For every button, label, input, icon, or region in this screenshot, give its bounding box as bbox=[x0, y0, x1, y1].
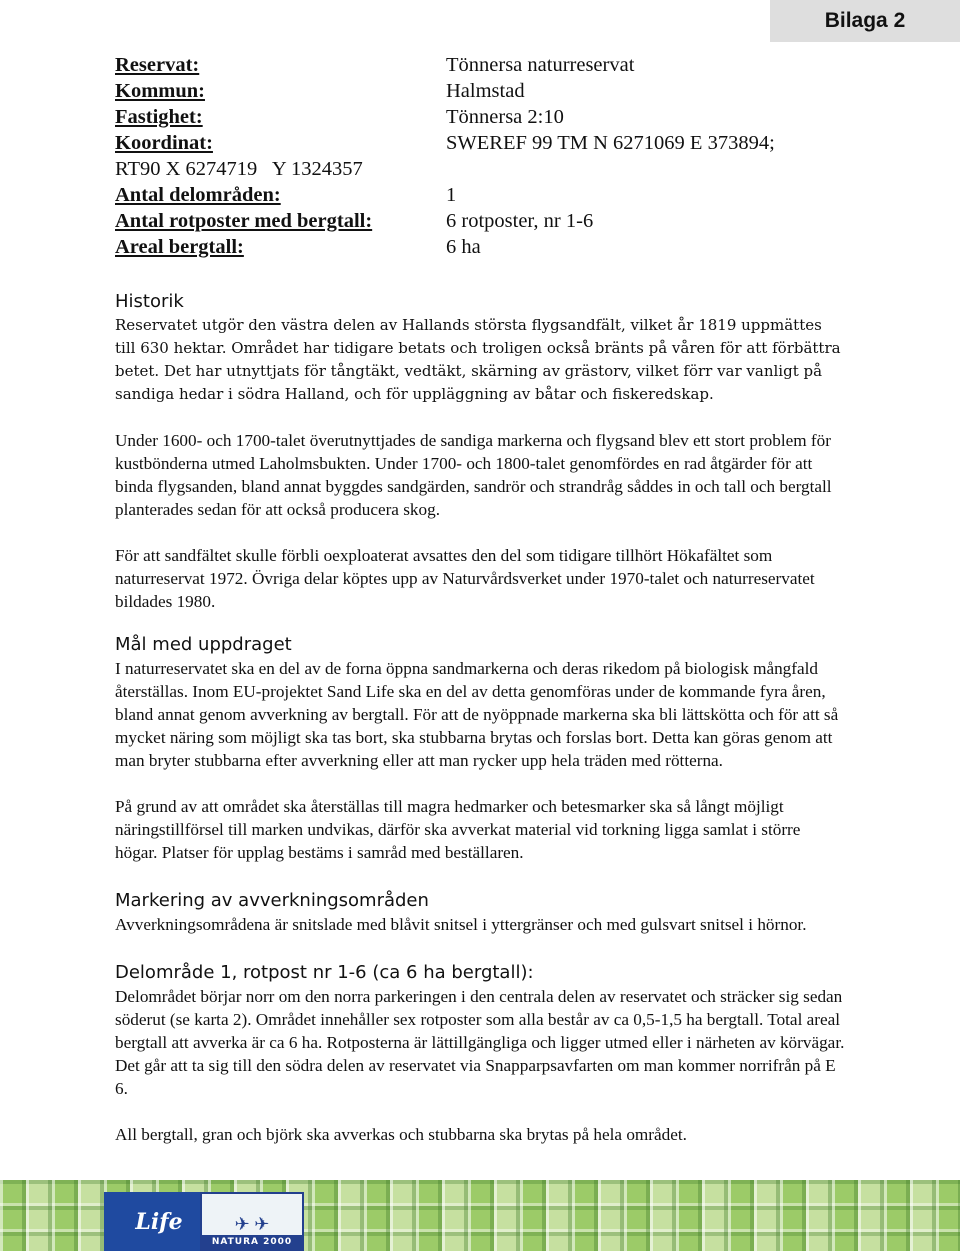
attachment-badge: Bilaga 2 bbox=[770, 0, 960, 42]
field-value: 6 ha bbox=[446, 236, 481, 258]
field-reservat bbox=[115, 52, 845, 78]
field-value: 1 bbox=[446, 184, 457, 206]
footer-mosaic bbox=[0, 1180, 960, 1251]
field-value: Tönnersa 2:10 bbox=[446, 106, 564, 128]
delomrade-paragraph-2: All bergtall, gran och björk ska avverkas och stubbarna ska brytas på hela området. bbox=[115, 1125, 687, 1144]
birds-icon: ✈ ✈ bbox=[234, 1214, 270, 1234]
field-value: 6 rotposter, nr 1-6 bbox=[446, 210, 594, 232]
mal-heading: Mål med uppdraget bbox=[115, 634, 292, 655]
field-label: Koordinat: bbox=[115, 132, 213, 154]
field-label: Areal bergtall: bbox=[115, 236, 244, 258]
life-logo-text: Life bbox=[135, 1208, 183, 1235]
delomrade-heading: Delområde 1, rotpost nr 1-6 (ca 6 ha bergtall): bbox=[115, 962, 534, 983]
historik-paragraph-2: Under 1600- och 1700-talet överutnyttjades de sandiga markerna och flygsand blev ett stort problem för kustbönderna utmed Laholmsbukten. Under 1700- och 1800-talet genomfördes en rad åtgärder för att binda flygsanden, bland annat byggdes sandgärden, sandrör och strandråg såddes in och tall och bergtall planterades sedan för att också producera skog. bbox=[115, 431, 832, 519]
field-areal bbox=[115, 234, 845, 260]
mal-paragraph-1: I naturreservatet ska en del av de forna öppna sandmarkerna och deras rikedom på biologisk mångfald återställas. Inom EU-projektet Sand Life ska en del av detta genomföras under de kommande fyra åren, bland annat genom avverkning av bergtall. För att de nyöppnade markerna ska bli lättskötta och för att så mycket näring som möjligt ska tas bort, ska stubbarna brytas och forslas bort. Detta kan göras genom att man bryter stubbarna efter avverkning eller att man rycker upp hela träden med rötterna. bbox=[115, 659, 839, 770]
eu-life-logo bbox=[104, 1192, 214, 1251]
mal-paragraph-2: På grund av att området ska återställas till magra hedmarker och betesmarker ska så långt möjligt näringstillförsel till marken undvikas, därför ska avverkat material vid torkning ligga samlat i större högar. Platser för upplag bestäms i samråd med beställaren. bbox=[115, 797, 801, 862]
field-fastighet bbox=[115, 104, 845, 130]
historik-paragraph-3: För att sandfältet skulle förbli oexploaterat avsattes den del som tidigare tillhört Hökafältet som naturreservat 1972. Övriga delar köptes upp av Naturvårdsverket under 1970-talet och naturreservatet bildades 1980. bbox=[115, 546, 815, 611]
rt90-coordinates: RT90 X 6274719 Y 1324357 bbox=[115, 158, 363, 180]
markering-paragraph: Avverkningsområdena är snitslade med blåvit snitsel i yttergränser och med gulsvart snitsel i hörnor. bbox=[115, 915, 807, 934]
field-delomraden bbox=[115, 182, 845, 208]
historik-heading: Historik bbox=[115, 291, 184, 312]
field-label: Antal rotposter med bergtall: bbox=[115, 210, 373, 232]
field-value: Tönnersa naturreservat bbox=[446, 54, 635, 76]
historik-paragraph-1: Reservatet utgör den västra delen av Hallands största flygsandfält, vilket år 1819 uppmättes till 630 hektar. Området har tidigare betats och troligen också bränts på våren för att förbättra betet. Det har utnyttjats för tångtäkt, vedtäkt, skärning av grästorv, vilket förr var vanligt på sandiga hedar i södra Halland, och för uppläggning av båtar och fiskeredskap. bbox=[115, 316, 841, 403]
document-body bbox=[115, 52, 845, 1146]
fields-block bbox=[115, 52, 845, 260]
field-koordinat bbox=[115, 130, 845, 156]
field-label: Kommun: bbox=[115, 80, 205, 102]
field-label: Antal delområden: bbox=[115, 184, 281, 206]
natura-logo-text: NATURA 2000 bbox=[202, 1235, 302, 1249]
natura-2000-logo bbox=[200, 1192, 304, 1251]
delomrade-paragraph-1: Delområdet börjar norr om den norra parkeringen i den centrala delen av reservatet och sträcker sig sedan söderut (se karta 2). Området innehåller sex rotposter som alla består av ca 0,5-1,5 ha bergtall. Total areal bergtall att avverka är ca 6 ha. Rotposterna är lättillgängliga och ligger utmed eller i närheten av körvägar. Det går att ta sig till den södra delen av reservatet via Snapparpsavfarten om man kommer norrifrån på E 6. bbox=[115, 987, 845, 1098]
field-kommun bbox=[115, 78, 845, 104]
field-value: Halmstad bbox=[446, 80, 525, 102]
field-value: SWEREF 99 TM N 6271069 E 373894; bbox=[446, 132, 775, 154]
field-label: Fastighet: bbox=[115, 106, 203, 128]
field-rt90 bbox=[115, 156, 845, 182]
markering-heading: Markering av avverkningsområden bbox=[115, 890, 429, 911]
field-label: Reservat: bbox=[115, 54, 200, 76]
field-rotposter bbox=[115, 208, 845, 234]
